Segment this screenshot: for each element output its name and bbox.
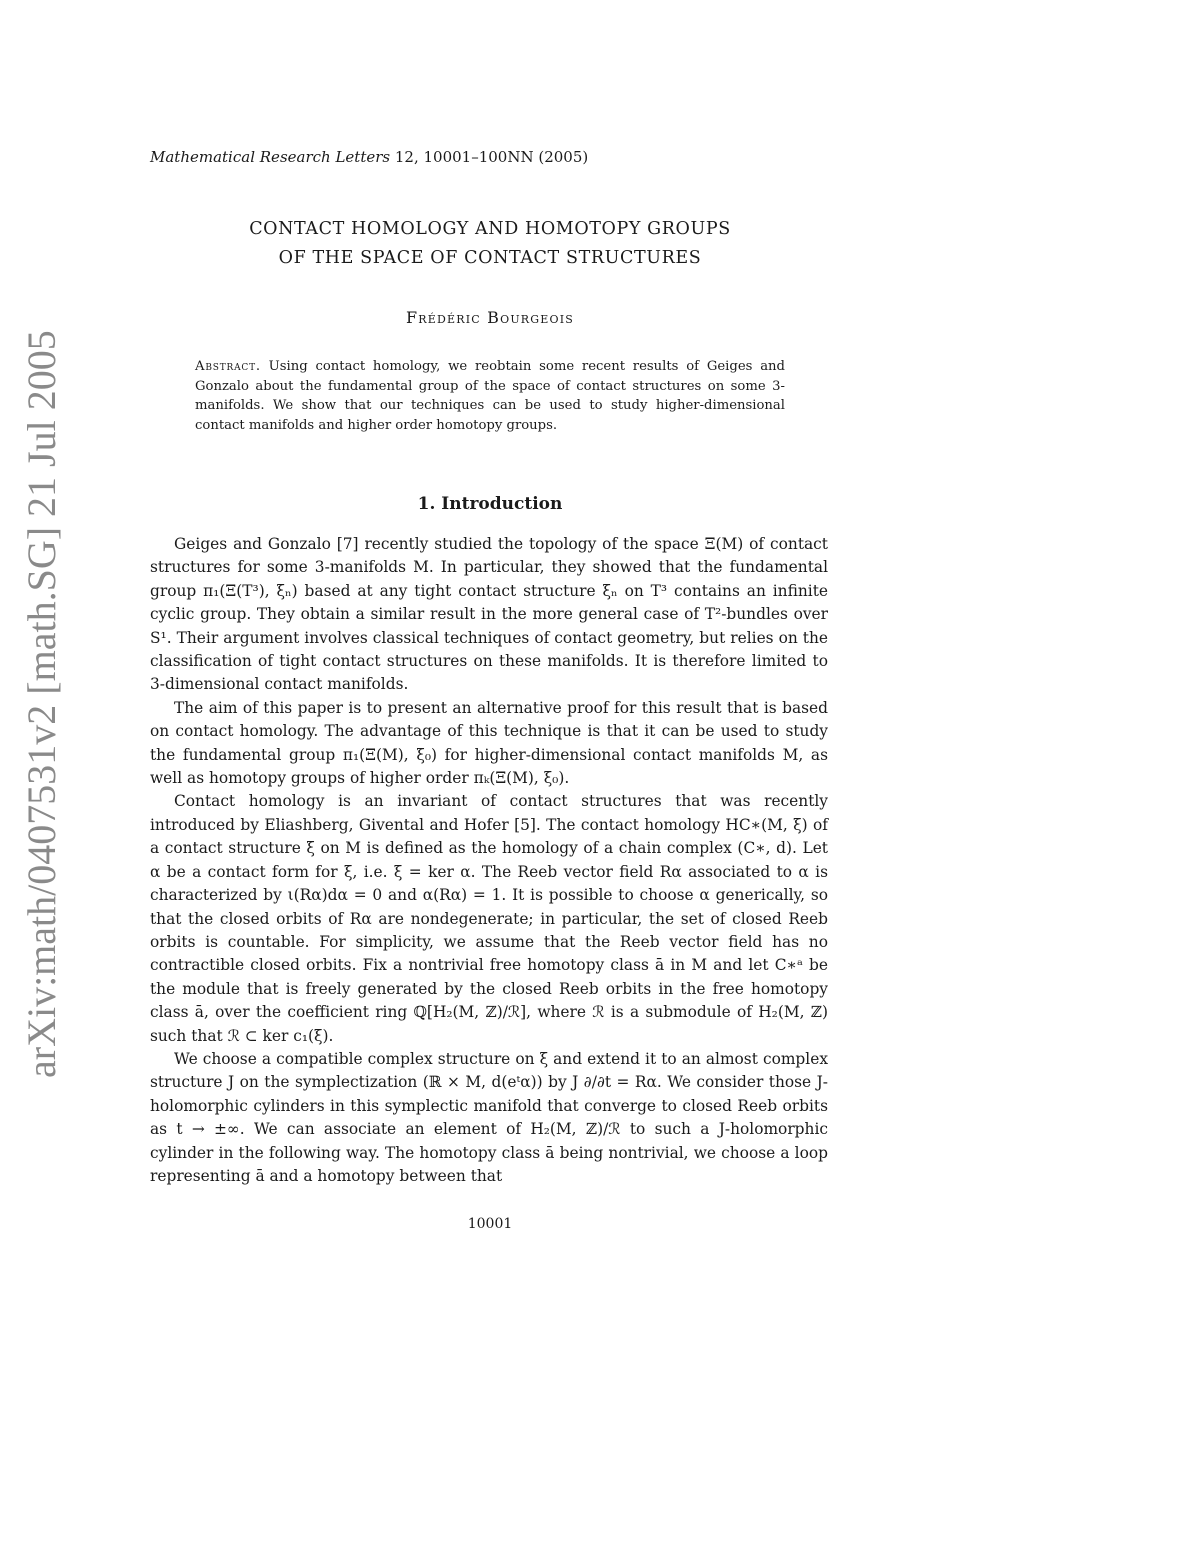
abstract [195, 357, 785, 435]
journal-name: Mathematical Research Letters [150, 148, 391, 166]
paragraph: We choose a compatible complex structure on ξ and extend it to an almost complex structure J on the symplectization (ℝ × M, d(eᵗα)) by J ∂/∂t = Rα. We consider those J-holomorphic cylinders in this symplectic manifold that converge to closed Reeb orbits as t → ±∞. We can associate an element of H₂(M, ℤ)/ℛ to such a J-holomorphic cylinder in the following way. The homotopy class ā being nontrivial, we choose a loop representing ā and a homotopy between that [150, 1049, 828, 1185]
paper-title-line-1: CONTACT HOMOLOGY AND HOMOTOPY GROUPS [249, 219, 731, 239]
paragraph: Geiges and Gonzalo [7] recently studied the topology of the space Ξ(M) of contact structures for some 3-manifolds M. In particular, they showed that the fundamental group π₁(Ξ(T³), ξₙ) based at any tight contact structure ξₙ on T³ contains an infinite cyclic group. They obtain a similar result in the more general case of T²-bundles over S¹. Their argument involves classical techniques of contact geometry, but relies on the classification of tight contact structures on these manifolds. It is therefore limited to 3-dimensional contact manifolds. [150, 535, 828, 694]
section-body [150, 533, 828, 1188]
abstract-label: Abstract. [195, 359, 261, 374]
section-heading: 1. Introduction [417, 494, 563, 514]
paragraph: The aim of this paper is to present an alternative proof for this result that is based on contact homology. The advantage of this technique is that it can be used to study the fundamental group π₁(Ξ(M), ξ₀) for higher-dimensional contact manifolds M, as well as homotopy groups of higher order πₖ(Ξ(M), ξ₀). [150, 698, 828, 788]
journal-header [150, 148, 588, 166]
paragraph: Contact homology is an invariant of contact structures that was recently introduced by Eliashberg, Givental and Hofer [5]. The contact homology HC∗(M, ξ) of a contact structure ξ on M is defined as the homology of a chain complex (C∗, d). Let α be a contact form for ξ, i.e. ξ = ker α. The Reeb vector field Rα associated to α is characterized by ι(Rα)dα = 0 and α(Rα) = 1. It is possible to choose α generically, so that the closed orbits of Rα are nondegenerate; in particular, the set of closed Reeb orbits is countable. For simplicity, we assume that the Reeb vector field has no contractible closed orbits. Fix a nontrivial free homotopy class ā in M and let C∗ᵃ be the module that is freely generated by the closed Reeb orbits in the free homotopy class ā, over the coefficient ring ℚ[H₂(M, ℤ)/ℛ], where ℛ is a submodule of H₂(M, ℤ) such that ℛ ⊂ ker c₁(ξ). [150, 792, 828, 1045]
abstract-text: Using contact homology, we reobtain some recent results of Geiges and Gonzalo about the fundamental group of the space of contact structures on some 3-manifolds. We show that our techniques can be used to study higher-dimensional contact manifolds and higher order homotopy groups. [195, 359, 785, 433]
author-name: Frédéric Bourgeois [405, 308, 575, 327]
journal-details: 12, 10001–100NN (2005) [390, 148, 589, 166]
page-number: 10001 [467, 1216, 513, 1232]
arxiv-identifier-stamp: arXiv:math/0407531v2 [math.SG] 21 Jul 2005 [19, 330, 64, 1078]
paper-title-line-2: OF THE SPACE OF CONTACT STRUCTURES [278, 248, 702, 268]
